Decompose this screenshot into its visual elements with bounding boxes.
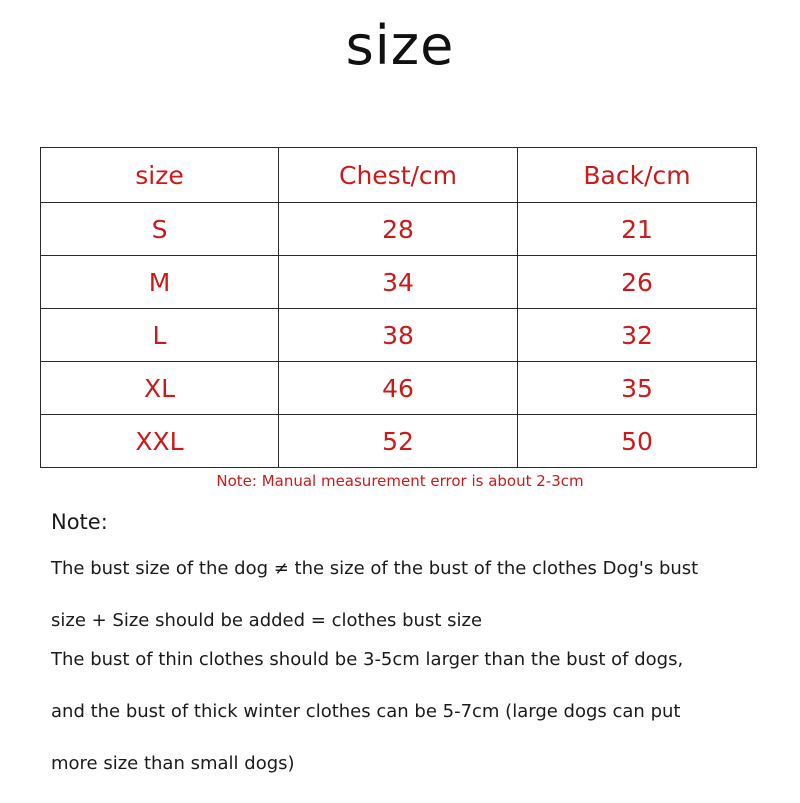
cell-back: 26 (518, 256, 757, 309)
header-back: Back/cm (518, 148, 757, 203)
cell-back: 21 (518, 203, 757, 256)
note-line: The bust of thin clothes should be 3-5cm larger than the bust of dogs, (51, 649, 684, 670)
notes-section (51, 508, 771, 803)
note-line: and the bust of thick winter clothes can be 5-7cm (large dogs can put (51, 701, 681, 722)
size-table (40, 147, 757, 468)
measurement-error-note: Note: Manual measurement error is about 2-3cm (216, 472, 584, 490)
header-chest: Chest/cm (279, 148, 518, 203)
notes-heading: Note: (51, 510, 108, 534)
page-title: size (345, 14, 455, 77)
table-header-row (41, 148, 757, 203)
cell-chest: 46 (279, 362, 518, 415)
table-row (41, 256, 757, 309)
table-row (41, 203, 757, 256)
table-row (41, 309, 757, 362)
cell-size: S (41, 203, 279, 256)
note-line: size + Size should be added = clothes bust size (51, 610, 483, 631)
table-row (41, 415, 757, 468)
cell-chest: 28 (279, 203, 518, 256)
cell-size: L (41, 309, 279, 362)
header-size: size (41, 148, 279, 203)
cell-back: 50 (518, 415, 757, 468)
note-line: The bust size of the dog ≠ the size of the bust of the clothes Dog's bust (51, 558, 699, 579)
cell-size: XL (41, 362, 279, 415)
cell-size: M (41, 256, 279, 309)
cell-chest: 38 (279, 309, 518, 362)
cell-size: XXL (41, 415, 279, 468)
cell-back: 35 (518, 362, 757, 415)
cell-chest: 34 (279, 256, 518, 309)
note-line: more size than small dogs) (51, 753, 295, 774)
cell-back: 32 (518, 309, 757, 362)
cell-chest: 52 (279, 415, 518, 468)
table-row (41, 362, 757, 415)
